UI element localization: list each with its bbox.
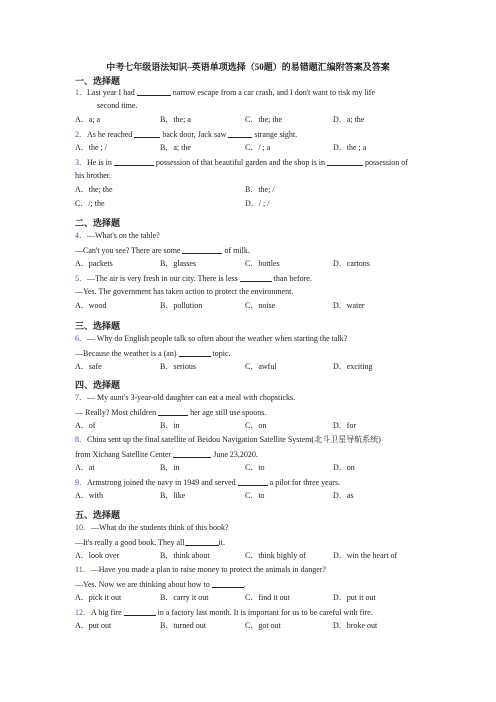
- option-b[interactable]: B．serious: [160, 362, 196, 371]
- question-text: it.: [218, 538, 225, 547]
- option-a[interactable]: A．packets: [75, 259, 113, 268]
- option-c[interactable]: C．to: [245, 463, 265, 472]
- question-text: —The air is very fresh in our city. There is less: [87, 274, 240, 283]
- option-b[interactable]: B．turned out: [160, 621, 206, 630]
- answer-blank: [158, 407, 188, 416]
- question-text: —Yes. The government has taken action to protect the environment.: [75, 287, 294, 296]
- question-text: narrow escape from a car crash, and I don't want to risk my life: [170, 88, 376, 97]
- question-6-reply: [75, 348, 231, 359]
- option-d[interactable]: D．as: [333, 491, 354, 500]
- option-a[interactable]: A．look over: [75, 551, 120, 560]
- section-heading: 一、选择题: [75, 76, 121, 86]
- option-d[interactable]: D．put it out: [333, 593, 376, 602]
- question-2: [75, 129, 297, 140]
- question-text: — Really? Most children: [75, 408, 159, 417]
- question-text: —Have you made a plan to raise money to protect the animals in danger?: [90, 565, 326, 574]
- option-c[interactable]: C．noise: [245, 301, 276, 310]
- option-b[interactable]: B．glasses: [160, 259, 196, 268]
- option-d[interactable]: D．exciting: [333, 362, 373, 371]
- question-number: 6．: [75, 334, 87, 343]
- answer-blank: [228, 129, 252, 138]
- option-c[interactable]: C．to: [245, 491, 265, 500]
- question-9: [75, 477, 340, 488]
- question-text: in a factory last month. It is important for us to be careful with fire.: [155, 608, 373, 617]
- option-d[interactable]: D．on: [333, 463, 355, 472]
- option-b[interactable]: B．think about: [160, 551, 210, 560]
- option-c[interactable]: C．got out: [245, 621, 281, 630]
- answer-blank: [238, 477, 268, 486]
- option-b[interactable]: B．in: [160, 463, 180, 472]
- question-text: .: [243, 580, 246, 589]
- option-a[interactable]: A．pick it out: [75, 593, 122, 602]
- question-text: a pilot for three years.: [267, 478, 341, 487]
- option-a[interactable]: A．safe: [75, 362, 102, 371]
- answer-blank: [327, 157, 363, 166]
- question-text: possession of: [362, 158, 408, 167]
- section-heading: 二、选择题: [75, 218, 121, 228]
- question-number: 7．: [75, 393, 87, 402]
- question-number: 1．: [75, 88, 87, 97]
- option-a[interactable]: A．at: [75, 463, 95, 472]
- option-a[interactable]: A．put out: [75, 621, 112, 630]
- option-b[interactable]: B．a; the: [160, 143, 191, 152]
- option-b[interactable]: B．pollution: [160, 301, 203, 310]
- question-text: topic.: [210, 349, 231, 358]
- question-text: from Xichang Satellite Center: [75, 450, 174, 459]
- question-text: —It's really a good book. They all: [75, 538, 185, 547]
- question-6: [75, 334, 347, 344]
- answer-blank: [179, 348, 211, 357]
- option-a[interactable]: A．with: [75, 491, 103, 500]
- option-c[interactable]: C．/; the: [75, 199, 105, 208]
- option-c[interactable]: C．on: [245, 421, 267, 430]
- option-d[interactable]: D．for: [333, 421, 357, 430]
- question-4: [75, 231, 160, 241]
- question-text: China sent up the final satellite of Beidou Navigation Satellite System(北斗卫星导航系统): [87, 435, 381, 444]
- question-text: He is in: [87, 158, 114, 167]
- option-d[interactable]: D．/ ; /: [245, 199, 270, 208]
- question-number: 10．: [75, 523, 91, 532]
- question-text: —Can't you see? There are some: [75, 246, 183, 255]
- question-number: 4．: [75, 231, 87, 240]
- question-text: of milk.: [222, 246, 250, 255]
- option-b[interactable]: B．the; /: [245, 185, 275, 194]
- option-c[interactable]: C．bottles: [245, 259, 280, 268]
- question-number: 2．: [75, 130, 87, 139]
- answer-blank: [173, 449, 211, 458]
- question-1: [75, 87, 375, 98]
- option-c[interactable]: C．find it out: [245, 593, 290, 602]
- question-number: 11．: [75, 565, 91, 574]
- option-d[interactable]: D．the ; a: [333, 143, 367, 152]
- answer-blank: [124, 607, 156, 616]
- question-7-reply: [75, 407, 266, 418]
- question-text: —Because the weather is a (an): [75, 349, 179, 358]
- option-a[interactable]: A．of: [75, 421, 96, 430]
- option-c[interactable]: C．the; the: [245, 115, 283, 124]
- question-text: strange sight.: [252, 130, 298, 139]
- question-3-continued: his brother.: [75, 171, 111, 180]
- question-11: [75, 565, 326, 575]
- option-b[interactable]: B．like: [160, 491, 186, 500]
- question-text: possession of that beautiful garden and the shop is in: [153, 158, 327, 167]
- option-c[interactable]: C．/ ; a: [245, 143, 271, 152]
- question-5: [75, 273, 312, 284]
- option-d[interactable]: D．water: [333, 301, 365, 310]
- question-number: 12．: [75, 608, 91, 617]
- answer-blank: [137, 87, 171, 96]
- question-10: [75, 523, 229, 533]
- answer-blank: [212, 579, 244, 588]
- question-text: —Yes. Now we are thinking about how to: [75, 580, 212, 589]
- document-title: 中考七年级语法知识–英语单项选择（50题）的易错题汇编附答案及答案: [106, 62, 390, 72]
- question-number: 9．: [75, 478, 87, 487]
- section-heading: 三、选择题: [75, 321, 121, 331]
- question-1-continued: second time.: [97, 101, 138, 110]
- option-d[interactable]: D．win the heart of: [333, 551, 398, 560]
- question-text: Last year I had: [87, 88, 137, 97]
- question-11-reply: [75, 579, 246, 590]
- section-heading: 四、选择题: [75, 380, 121, 390]
- option-c[interactable]: C．think highly of: [245, 551, 306, 560]
- option-d[interactable]: D．broke out: [333, 621, 378, 630]
- answer-blank: [182, 245, 222, 254]
- question-text: June 23,2020.: [211, 450, 258, 459]
- question-text: —What's on the table?: [87, 231, 160, 240]
- question-text: A big fire: [91, 608, 124, 617]
- question-12: [75, 607, 373, 618]
- answer-blank: [240, 273, 272, 282]
- option-c[interactable]: C．awful: [245, 362, 277, 371]
- answer-blank: [134, 129, 160, 138]
- question-8: [75, 435, 381, 445]
- question-10-reply: [75, 537, 225, 548]
- question-text: — Why do English people talk so often about the weather when starting the talk?: [87, 334, 348, 343]
- option-a[interactable]: A．the; the: [75, 185, 113, 194]
- question-8-continued: [75, 449, 258, 460]
- option-b[interactable]: B．carry it out: [160, 593, 209, 602]
- option-b[interactable]: B．the; a: [160, 115, 191, 124]
- option-a[interactable]: A．wood: [75, 301, 107, 310]
- section-heading: 五、选择题: [75, 510, 121, 520]
- question-text: Armstrong joined the navy in 1949 and served: [87, 478, 238, 487]
- question-number: 8．: [75, 435, 87, 444]
- question-number: 5．: [75, 274, 87, 283]
- question-text: —What do the students think of this book?: [91, 523, 229, 532]
- option-b[interactable]: B．in: [160, 421, 180, 430]
- question-7: [75, 393, 295, 403]
- option-a[interactable]: A．a; a: [75, 115, 101, 124]
- question-5-reply: [75, 287, 293, 297]
- answer-blank: [114, 157, 154, 166]
- question-text: than before.: [271, 274, 312, 283]
- answer-blank: [185, 537, 219, 546]
- question-text: her age still use spoons.: [188, 408, 267, 417]
- question-4-reply: [75, 245, 250, 256]
- option-d[interactable]: D．cartons: [333, 259, 370, 268]
- question-number: 3．: [75, 158, 87, 167]
- option-d[interactable]: D．a; the: [333, 115, 365, 124]
- question-text: — My aunt's 3-year-old daughter can eat a meal with chopsticks.: [87, 393, 296, 402]
- option-a[interactable]: A．the ; /: [75, 143, 107, 152]
- question-text: back door, Jack saw: [160, 130, 229, 139]
- question-text: As he reached: [87, 130, 135, 139]
- question-3: [75, 157, 408, 168]
